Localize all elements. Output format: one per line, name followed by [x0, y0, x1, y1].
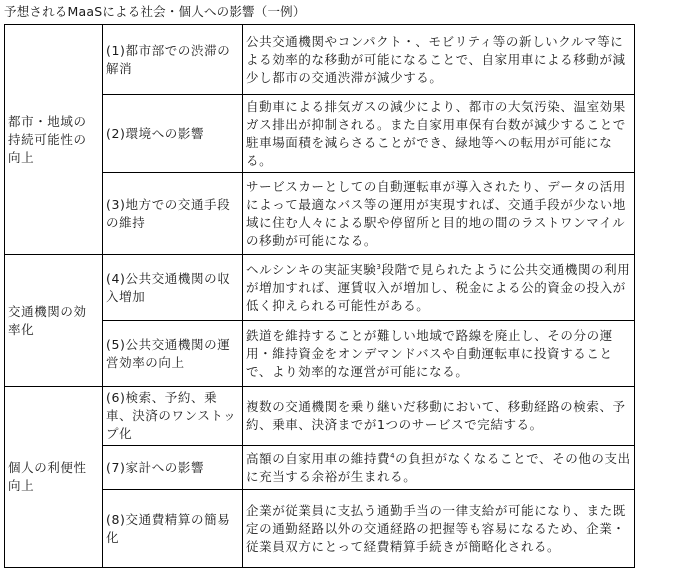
- table-row: [5, 25, 635, 95]
- table-caption: 予想されるMaaSによる社会・個人への影響（一例）: [4, 4, 306, 19]
- item-cell: (5)公共交通機関の運営効率の向上: [103, 321, 243, 387]
- item-cell: (3)地方での交通手段の維持: [103, 173, 243, 255]
- category-cell: 都市・地域の持続可能性の向上: [5, 25, 103, 255]
- description-cell: 公共交通機関やコンパクト・、モビリティ等の新しいクルマ等による効率的な移動が可能になることで、自家用車による移動が減少し都市の交通渋滞が減少する。: [243, 25, 635, 95]
- footnote-marker: 4: [390, 451, 396, 460]
- description-cell: 複数の交通機関を乗り継いだ移動において、移動経路の検索、予約、乗車、決済までが1つのサービスで完結する。: [243, 387, 635, 446]
- description-text: 高額の自家用車の維持費: [246, 450, 391, 466]
- description-text: ヘルシンキの実証実験: [246, 261, 377, 277]
- description-cell: 企業が従業員に支払う通勤手当の一律支給が可能になり、また既定の通勤経路以外の交通経路の把握等も容易になるため、企業・従業員双方にとって経費精算手続きが簡略化される。: [243, 490, 635, 568]
- item-cell: (2)環境への影響: [103, 95, 243, 173]
- maas-impact-table: [4, 24, 635, 568]
- description-cell: 鉄道を維持することが難しい地域で路線を廃止し、その分の運用・維持資金をオンデマンドバスや自動運転車に投資することで、より効率的な運営が可能になる。: [243, 321, 635, 387]
- item-cell: (6)検索、予約、乗車、決済のワンストップ化: [103, 387, 243, 446]
- item-cell: (1)都市部での渋滞の解消: [103, 25, 243, 95]
- footnote-marker: 3: [376, 262, 382, 271]
- description-cell: [243, 255, 635, 321]
- table-row: [5, 387, 635, 446]
- description-text: の負担がなくなることで、その他の支出に充当する余裕が生まれる。: [246, 450, 631, 484]
- item-cell: (7)家計への影響: [103, 446, 243, 490]
- description-cell: 自動車による排気ガスの減少により、都市の大気汚染、温室効果ガス排出が抑制される。また自家用車保有台数が減少することで駐車場面積を減らさることができ、緑地等への転用が可能になる。: [243, 95, 635, 173]
- item-cell: (4)公共交通機関の収入増加: [103, 255, 243, 321]
- description-cell: サービスカーとしての自動運転車が導入されたり、データの活用によって最適なバス等の運用が実現すれば、交通手段が少ない地域に住む人々による駅や停留所と目的地の間のラストワンマイルの移動が可能になる。: [243, 173, 635, 255]
- table-row: [5, 255, 635, 321]
- item-cell: (8)交通費精算の簡易化: [103, 490, 243, 568]
- description-cell: [243, 446, 635, 490]
- description-text: 段階で見られたように公共交通機関の利用が増加すれば、運賃収入が増加し、税金による公的資金の投入が低く抑えられる可能性がある。: [246, 261, 631, 313]
- category-cell: 交通機関の効率化: [5, 255, 103, 387]
- category-cell: 個人の利便性向上: [5, 387, 103, 568]
